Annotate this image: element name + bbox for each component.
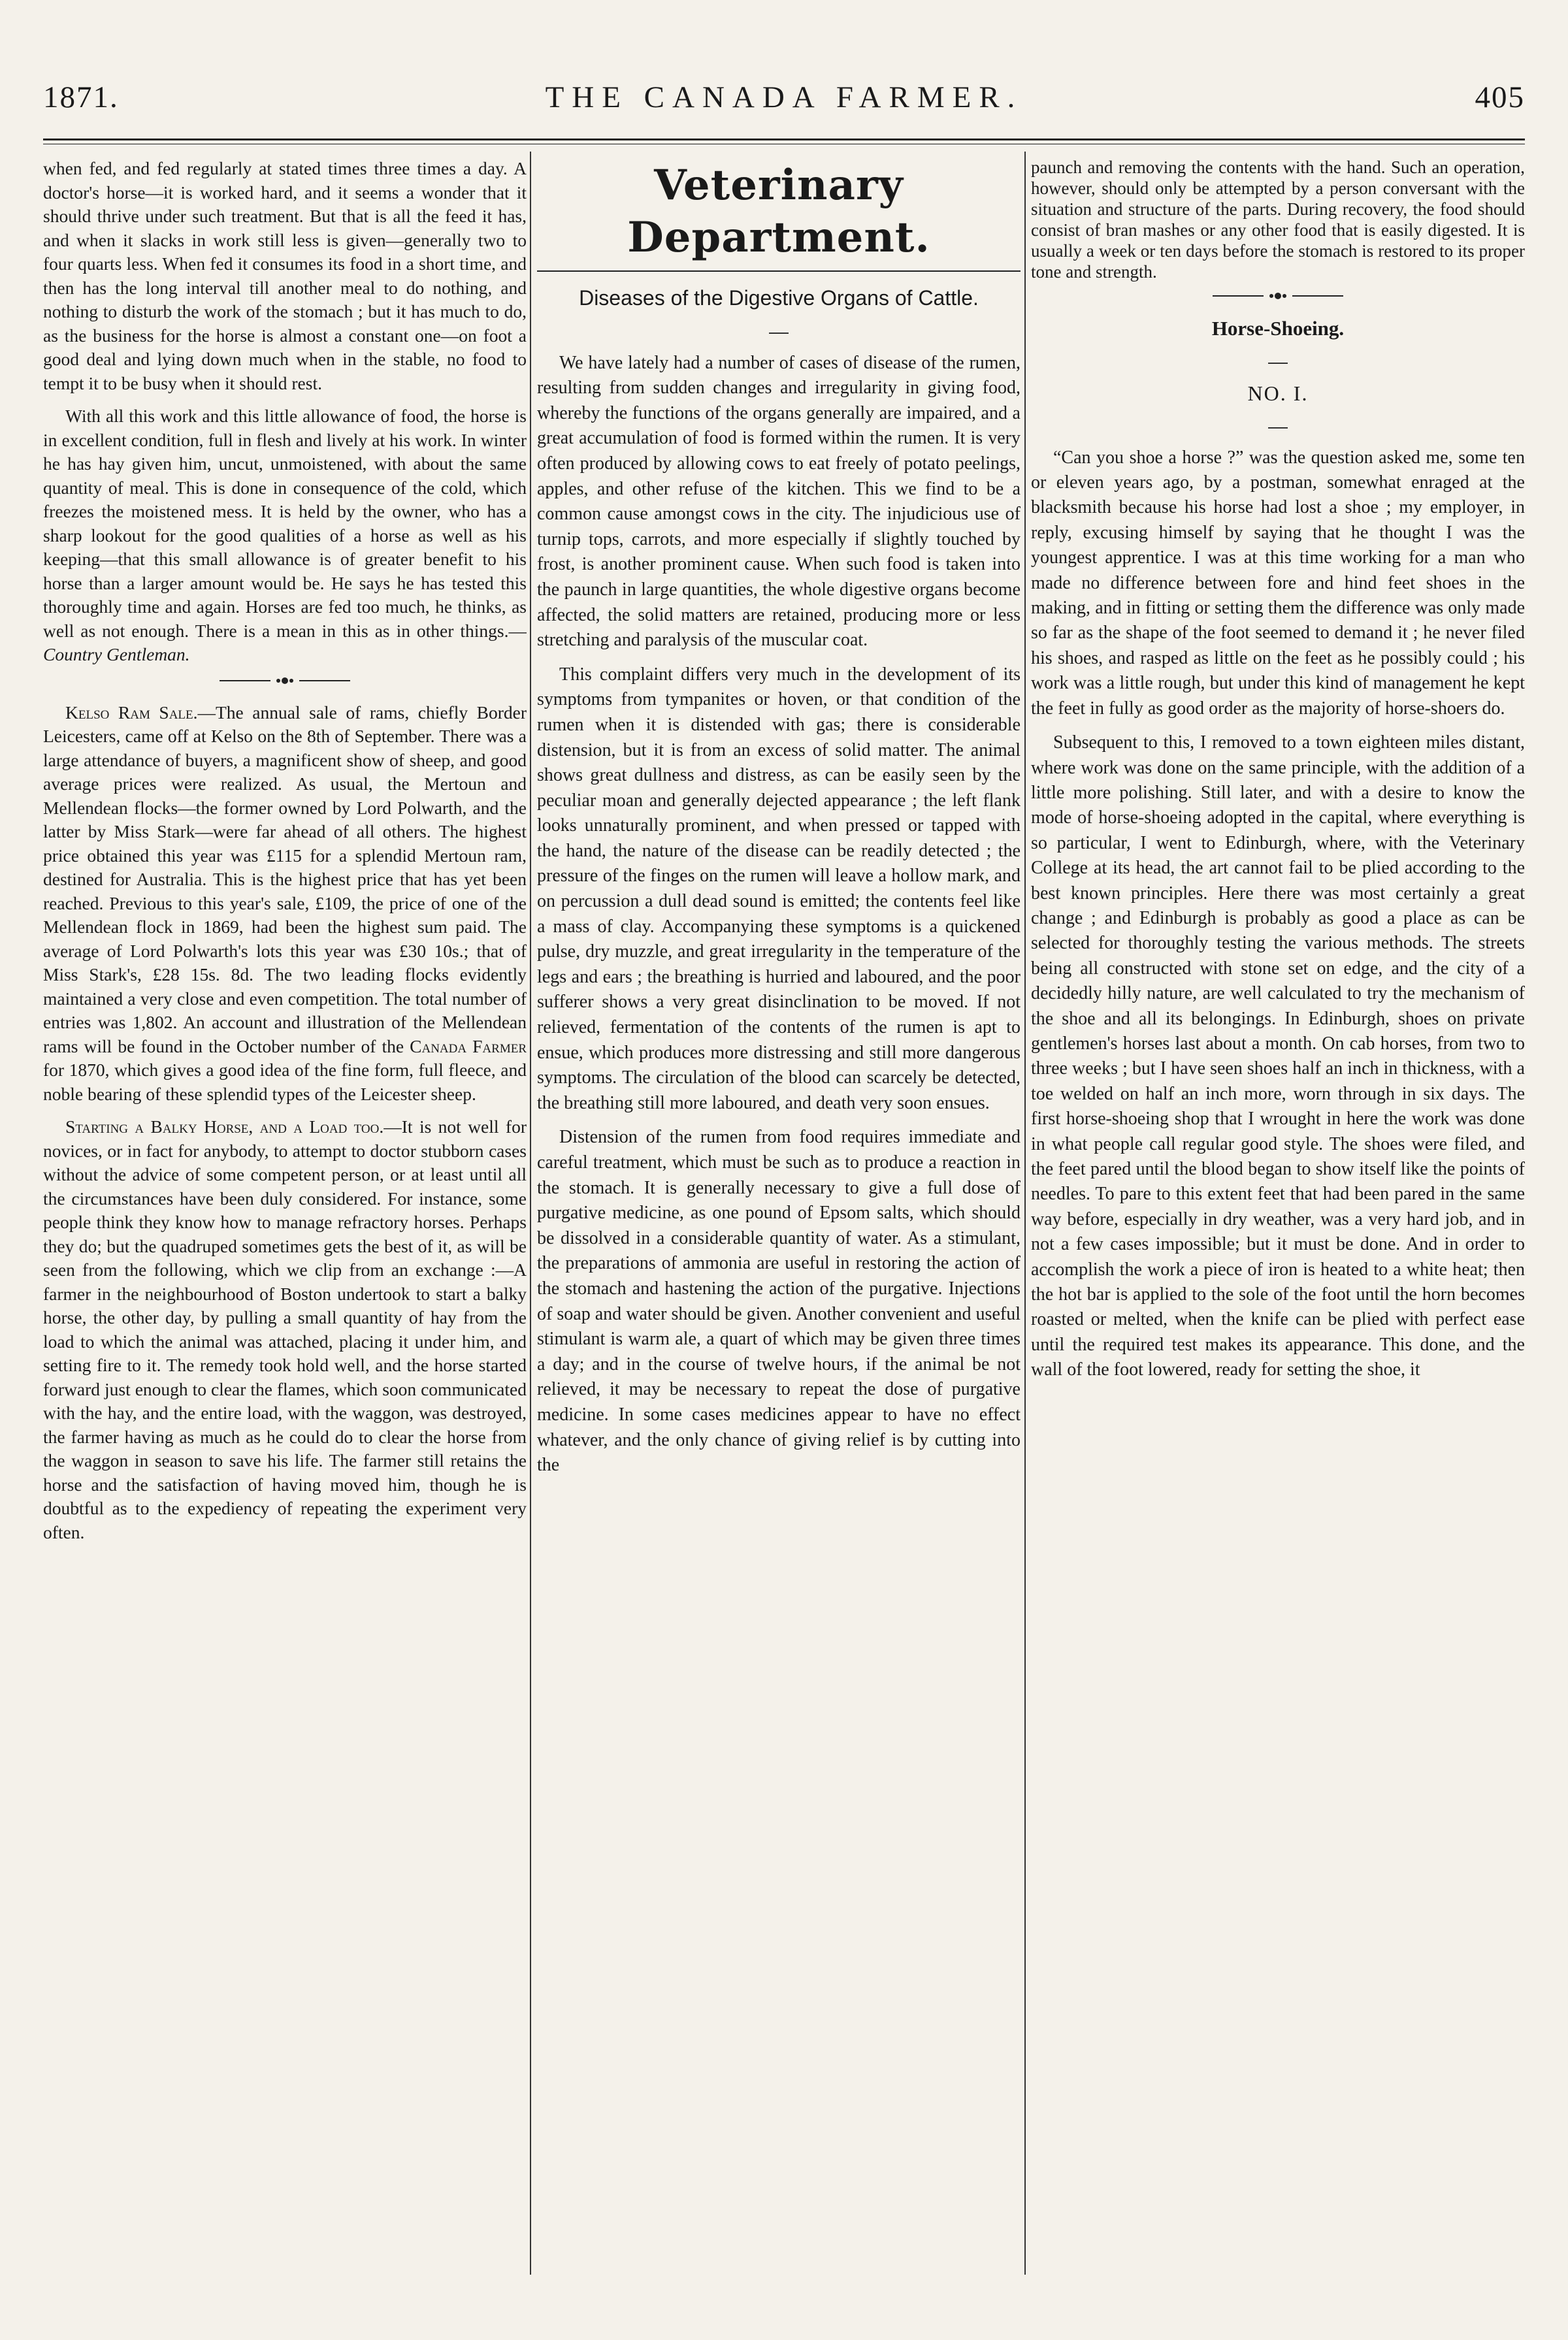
column-2 (537, 157, 1021, 2286)
header-title: THE CANADA FARMER. (545, 80, 1023, 114)
section-title: Veterinary Department. (627, 161, 930, 262)
item-heading: Starting a Balky Horse, and a Load too. (65, 1116, 384, 1137)
header-year: 1871. (43, 80, 119, 114)
article-number: NO. I. (1247, 381, 1309, 405)
signature: Country Gentleman. (43, 644, 190, 664)
item-heading: Kelso Ram Sale. (65, 702, 198, 723)
paragraph: Subsequent to this, I removed to a town eighteen miles distant, where work was done on the same principle, with the addition of a little more polishing. Still later, and with a desire to know the mode of horse-shoeing adopted in the capital, where everything is so particular, I went to Edinburgh, where, with the Veterinary College at its head, the art cannot fail to be plied according to the best known principles. Here there was most certainly a great change ; and Edinburgh is probably as good a place as can be selected for thoroughly testing the various methods. The streets being all constructed with stone set on edge, and the city of a decidedly hilly nature, are well calculated to try the mechanism of the shoe and all its belongings. In Edinburgh, shoes on private gentlemen's horses last about a month. On cab horses, from two to three weeks ; but I have seen shoes half an inch in thickness, with a toe welded on half an inch more, worn through in six days. The first horse-shoeing shop that I wrought in here the work was done in what people call regular good style. The shoes were filed, and the feet pared until the blood began to show itself like the points of needles. To pare to this extent feet that had been pared in the same way before, especially in dry weather, was a very hard job, and in not a few cases impossible; but it must be done. And in order to accomplish the work a piece of iron is heated to a white heat; then the hot bar is applied to the sole of the foot until the horn becomes roasted or melted, when the knife can be plied with perfect ease until the required test makes its appearance. This done, and the wall of the foot lowered, ready for setting the shoe, it (1031, 732, 1525, 1380)
paragraph (43, 404, 527, 667)
header-rule (43, 138, 1525, 140)
short-divider (1031, 346, 1525, 371)
short-divider (1031, 411, 1525, 436)
article-title: Diseases of the Digestive Organs of Cattle. (579, 286, 979, 310)
paragraph: paunch and removing the contents with the hand. Such an operation, however, should only be attempted by a person conversant with the situation and structure of the parts. During recovery, the food should consist of bran mashes or any other food that is easily digested. It is usually a week or ten days before the stomach is restored to its proper tone and strength. (1031, 157, 1525, 282)
paragraph (43, 701, 527, 1107)
paragraph: This complaint differs very much in the development of its symptoms from tympanites or hoven, or that condition of the rumen when it is distended with gas; there is considerable distension, but it is from an excess of solid matter. The animal shows great dullness and distress, as can be easily seen by the peculiar moan and generally dejected appearance ; the left flank looks unnaturally prominent, and when pressed or tapped with the hand, the nature of the disease can be readily detected ; the pressure of the finges on the rumen will leave a hollow mark, and on percussion a dull dead sound is emitted; the contents feel like a mass of clay. Accompanying these symptoms is a quickened pulse, dry muzzle, and great irregularity in the temperature of the legs and ears ; the breathing is hurried and laboured, and the poor sufferer shows a very great disinclination to be moved. If not relieved, fermentation of the contents of the rumen is apt to ensue, which produces more distressing and still more dangerous symptoms. The circulation of the blood can scarcely be detected, the breathing still more laboured, and death very soon ensues. (537, 664, 1021, 1113)
column-3 (1031, 157, 1525, 2286)
paragraph: Distension of the rumen from food requires immediate and careful treatment, which must be such as to produce a reaction in the stomach. It is generally necessary to give a full dose of purgative medicine, as one pound of Epsom salts, which should be dissolved in a considerable quantity of water. As a stimulant, the preparations of ammonia are useful in restoring the action of the stomach and hastening the action of the purgative. Injections of soap and water should be given. Another convenient and useful stimulant is warm ale, a quart of which may be given three times a day; and in the course of twelve hours, if the animal be not relieved, it may be necessary to repeat the dose of purgative medicine. In some cases medicines appear to have no effect whatever, and the only chance of giving relief is by cutting into the (537, 1127, 1021, 1476)
paragraph-text: With all this work and this little allowance of food, the horse is in excellent condition, full in flesh and lively at his work. In winter he has hay given him, uncut, unmoistened, with about the same quantity of meal. This is done in consequence of the cold, which freezes the moistened mess. It is held by the owner, who has a sharp lookout for the good qualities of a horse as well as his keeping—that this small allowance is of greater benefit to his horse than a larger amount would be. He says he has tested this thoroughly time and again. Horses are fed too much, he thinks, as well as not enough. There is a mean in this as in other things.— (43, 406, 527, 641)
paragraph: We have lately had a number of cases of disease of the rumen, resulting from sudden changes and irregularity in giving food, whereby the functions of the organs generally are impaired, and a great accumulation of food is formed within the rumen. It is very often produced by allowing cows to eat freely of potato peelings, apples, and other refuse of the kitchen. This we find to be a common cause amongst cows in the city. The injudicious use of turnip tops, carrots, and more especially if slightly touched by frost, is another prominent cause. When such food is taken into the paunch in large quantities, the whole digestive organs become affected, the solid matters are retained, producing more or less stretching and paralysis of the muscular coat. (537, 352, 1021, 651)
section-rule (537, 270, 1021, 272)
page-header (43, 80, 1525, 138)
article-title: Horse-Shoeing. (1211, 317, 1345, 340)
paragraph-text: —It is not well for novices, or in fact for anybody, to attempt to doctor stubborn cases without the advice of some competent person, or at least until all the circumstances have been duly considered. For instance, some people think they know how to manage refractory horses. Perhaps they do; but the quadruped sometimes gets the best of it, as will be seen from the following, which we clip from an exchange :—A farmer in the neighbourhood of Boston undertook to start a balky horse, the other day, by pulling a small quantity of hay from the load to which the animal was attached, placing it under him, and setting fire to it. The remedy took hold well, and the horse started forward just enough to clear the flames, which soon communicated with the hay, and the entire load, with the waggon, was destroyed, the farmer having as much as he could do to clear the horse from the waggon in season to save his life. The farmer still retains the horse and the satisfaction of having moved him, though he is doubtful as to the expediency of repeating the experiment very often. (43, 1116, 527, 1542)
paragraph (43, 1115, 527, 1544)
ornament-divider (43, 676, 527, 685)
column-1 (43, 157, 527, 2286)
column-divider (530, 152, 531, 2275)
paragraph-text: —The annual sale of rams, chiefly Border Leicesters, came off at Kelso on the 8th of September. There was a large attendance of buyers, a magnificent show of sheep, and good average prices were realized. As usual, the Mertoun and Mellendean flocks—the former owned by Lord Polwarth, and the latter by Miss Stark—were far ahead of all others. The highest price obtained this year was £115 for a splendid Mertoun ram, destined for Australia. This is the highest price that has yet been reached. Previous to this year's sale, £109, the price of one of the Mellendean flock in 1869, had been the highest sum paid. The average of Lord Polwarth's lots this year was £30 10s.; that of Miss Stark's, £28 15s. 8d. The two leading flocks evidently maintained a very close and even competition. The total number of entries was 1,802. An account and illustration of the Mellendean rams will be found in the October number of the (43, 702, 527, 1056)
paragraph: when fed, and fed regularly at stated times three times a day. A doctor's horse—it is worked hard, and it seems a wonder that it should thrive under such treatment. But that is all the feed it has, and when it slacks in work still less is given—generally two to four quarts less. When fed it consumes its food in a short time, and then has the long interval till another meal to do nothing, and nothing to disturb the work of the stomach ; but it has much to do, as the business for the horse is almost a constant one—on foot a good deal and lying down much when in the stable, no food to tempt it to be busy when it should rest. (43, 158, 527, 393)
publication-name: Canada Farmer (410, 1035, 527, 1056)
ornament-divider (1031, 291, 1525, 301)
header-page-number: 405 (1475, 80, 1525, 114)
short-divider (537, 316, 1021, 342)
column-divider (1024, 152, 1026, 2275)
paragraph: “Can you shoe a horse ?” was the question asked me, some ten or eleven years ago, by a postman, somewhat enraged at the blacksmith because his horse had lost a shoe ; my employer, in reply, excusing himself by saying that he thought I was the youngest apprentice. I was at this time working for a man who made no difference between fore and hind feet shoes in the making, and in fitting or setting them the difference was only made so far as the shape of the foot seemed to demand it ; he never filed his shoes, and rasped as little on the feet as he possibly could ; his work was a little rough, but under this kind of management he kept the feet in fully as good order as the majority of horse-shoers do. (1031, 447, 1525, 719)
paragraph-text: for 1870, which gives a good idea of the fine form, full fleece, and noble bearing of these splendid types of the Leicester sheep. (43, 1060, 527, 1104)
